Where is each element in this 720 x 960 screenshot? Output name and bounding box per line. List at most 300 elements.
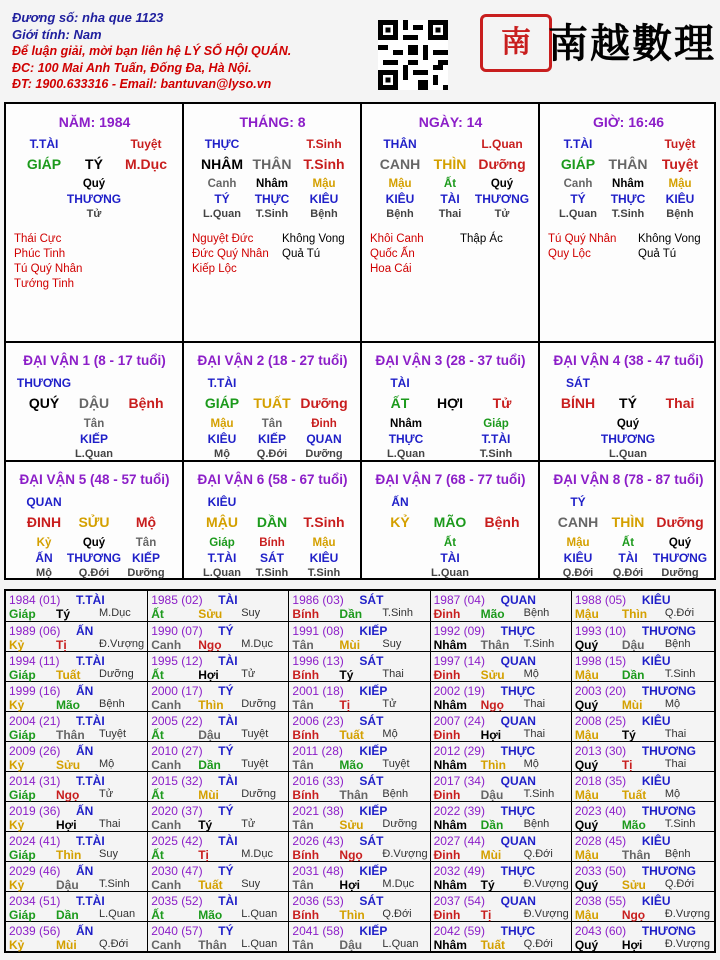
year-god: SÁT [359, 714, 384, 728]
year-branch: Mùi [339, 638, 361, 652]
year-god: QUAN [500, 894, 536, 908]
year-phase: Q.Đới [382, 908, 412, 920]
hidden-god-item: TÝ [214, 192, 230, 206]
year-phase: T.Sinh [523, 638, 555, 650]
phase-item: Thai [438, 208, 462, 220]
pillar-stem-branch-item: GIÁP [26, 156, 62, 172]
year-phase: Đ.Vượng [664, 908, 710, 920]
year-label: 2012 (29) [433, 744, 485, 758]
dai-van-stem-branch-item: T.Sinh [303, 514, 345, 530]
year-cell[interactable] [6, 591, 147, 621]
year-cell[interactable] [147, 802, 288, 831]
year-stem: Quý [574, 818, 599, 832]
year-god: KIÊU [641, 834, 671, 848]
year-label: 2028 (45) [574, 834, 627, 848]
year-cell[interactable] [430, 772, 571, 801]
year-cell[interactable] [288, 832, 429, 861]
table-row [6, 801, 714, 831]
year-phase: Mộ [664, 788, 681, 800]
pillar-stem-branch-item: NHÂM [201, 156, 243, 172]
year-label: 2002 (19) [433, 684, 485, 698]
subject-info [12, 10, 291, 93]
year-phase: M.Dục [99, 607, 131, 619]
hidden-stem-item: Quý [490, 178, 514, 190]
year-phase: Thai [523, 728, 546, 740]
year-cell[interactable] [571, 892, 714, 921]
year-cell[interactable] [571, 862, 714, 891]
year-stem: Kỷ [9, 698, 25, 712]
year-phase: Q.Đới [523, 938, 553, 950]
year-label: 2016 (33) [292, 774, 344, 788]
pillar-god-item: THỰC [204, 137, 240, 151]
year-cell[interactable] [571, 802, 714, 831]
dai-van-god-item: ẤN [391, 495, 409, 509]
year-label: 2026 (43) [292, 834, 344, 848]
year-branch: Dậu [198, 728, 221, 742]
dai-van-hidden-god-item: ẤN [35, 551, 53, 565]
year-cell[interactable] [147, 862, 288, 891]
year-cell[interactable] [430, 652, 571, 681]
year-stem: Mậu [574, 728, 599, 742]
dai-van-title: ĐẠI VẬN 3 (28 - 37 tuổi) [375, 353, 526, 368]
dai-van-hidden-stem-item: Giáp [483, 418, 509, 430]
pillar-stem-branch-item: GIÁP [560, 156, 596, 172]
pillar-stem-branch-item: THÂN [608, 156, 648, 172]
year-branch: Tý [339, 668, 354, 682]
year-stem: Giáp [9, 728, 36, 742]
year-label: 1996 (13) [292, 654, 344, 668]
year-cell[interactable] [288, 682, 429, 711]
divider [182, 104, 184, 578]
dai-van-hidden-god-item: SÁT [260, 551, 284, 565]
year-cell[interactable] [6, 652, 147, 681]
year-phase: Đ.Vượng [664, 938, 710, 950]
year-stem: Nhâm [433, 878, 467, 892]
year-stem: Nhâm [433, 758, 467, 772]
dai-van-hidden-stem-item: Ất [443, 537, 457, 549]
year-cell[interactable] [288, 742, 429, 771]
year-stem: Giáp [9, 848, 36, 862]
year-god: TÝ [218, 684, 234, 698]
year-cell[interactable] [571, 772, 714, 801]
year-stem: Bính [292, 908, 320, 922]
year-cell[interactable] [6, 862, 147, 891]
year-branch: Tý [621, 728, 636, 742]
star-item: Tú Quý Nhân [14, 263, 83, 275]
year-branch: Tuất [621, 788, 647, 802]
year-god: KIÊU [641, 714, 671, 728]
year-cell[interactable] [147, 682, 288, 711]
year-phase: Suy [241, 607, 261, 619]
dai-van-hidden-god-item: KIẾP [131, 551, 161, 565]
dai-van-stem-branch-item: DẬU [78, 395, 110, 411]
year-cell[interactable] [147, 832, 288, 861]
year-label: 2013 (30) [574, 744, 627, 758]
dai-van-hidden-god-item: KIÊU [207, 432, 237, 446]
dai-van-hidden-stem-item: Kỷ [36, 537, 52, 549]
hidden-god-item: THƯƠNG [474, 192, 530, 206]
year-stem: Nhâm [433, 818, 467, 832]
dai-van-phase-item: Dưỡng [661, 567, 699, 579]
dai-van-hidden-god-item: THƯƠNG [66, 551, 122, 565]
dai-van-title: ĐẠI VẬN 1 (8 - 17 tuổi) [23, 353, 166, 368]
year-branch: Hợi [621, 938, 643, 952]
year-stem: Bính [292, 728, 320, 742]
dai-van-stem-branch-item: BÍNH [560, 395, 596, 411]
year-phase: Tử [382, 698, 397, 710]
year-stem: Tân [292, 638, 314, 652]
year-branch: Tị [198, 848, 209, 862]
year-branch: Thân [339, 788, 369, 802]
year-cell[interactable] [147, 922, 288, 951]
year-cell[interactable] [147, 892, 288, 921]
year-cell[interactable] [430, 922, 571, 951]
year-stem: Tân [292, 698, 314, 712]
year-stem: Nhâm [433, 698, 467, 712]
dai-van-title: ĐẠI VẬN 7 (68 - 77 tuổi) [375, 472, 526, 487]
table-row [6, 651, 714, 681]
dai-van-hidden-god-item: KIÊU [563, 551, 593, 565]
year-cell[interactable] [430, 712, 571, 741]
dai-van-stem-branch-item: TÝ [619, 395, 637, 411]
year-label: 2004 (21) [9, 714, 61, 728]
year-god: TÀI [218, 654, 238, 668]
year-label: 2010 (27) [151, 744, 203, 758]
dai-van-stem-branch-item: QUÝ [28, 395, 60, 411]
year-stem: Quý [574, 878, 599, 892]
year-cell[interactable] [430, 892, 571, 921]
year-stem: Giáp [9, 788, 36, 802]
star-list-2 [460, 232, 540, 247]
year-phase: Bệnh [664, 848, 691, 860]
dai-van-phase-item: L.Quan [75, 448, 113, 460]
year-branch: Thân [56, 728, 85, 742]
year-branch: Dậu [480, 788, 504, 802]
year-branch: Hợi [480, 728, 502, 742]
pillar-column [362, 104, 539, 342]
dai-van-stem-branch-item: THÌN [611, 514, 645, 530]
year-stem: Bính [292, 788, 320, 802]
year-stem: Quý [574, 698, 599, 712]
year-phase: Tử [241, 668, 256, 680]
year-cell[interactable] [571, 712, 714, 741]
year-god: QUAN [500, 834, 536, 848]
year-stem: Tân [292, 878, 314, 892]
year-branch: Sửu [56, 758, 81, 772]
year-cell[interactable] [6, 832, 147, 861]
year-cell[interactable] [147, 712, 288, 741]
year-label: 2025 (42) [151, 834, 203, 848]
table-row [6, 741, 714, 771]
year-branch: Thìn [480, 758, 506, 772]
year-stem: Mậu [574, 848, 599, 862]
dai-van-god-item: QUAN [26, 495, 62, 509]
dai-van-hidden-stem-item: Tân [135, 537, 157, 549]
table-row [6, 861, 714, 891]
year-branch: Thân [198, 938, 227, 952]
year-god: KIÊU [641, 894, 671, 908]
year-branch: Tý [198, 818, 213, 832]
year-cell[interactable] [288, 892, 429, 921]
dai-van-phase-item: Dưỡng [127, 567, 165, 579]
year-branch: Mão [339, 758, 364, 772]
year-branch: Dần [339, 607, 363, 621]
year-cell[interactable] [430, 832, 571, 861]
hidden-god-item: KIÊU [309, 192, 339, 206]
star-item: Không Vong [282, 233, 345, 245]
pillar-stem-branch-item: Tuyệt [661, 156, 699, 172]
dai-van-block [362, 343, 539, 461]
year-branch: Mùi [198, 788, 219, 802]
year-god: ẤN [76, 684, 94, 698]
dai-van-hidden-god-item: THỰC [388, 432, 424, 446]
pillar-god-item: THÂN [383, 137, 417, 151]
year-cell[interactable] [571, 742, 714, 771]
dai-van-stem-branch-item: Tử [492, 395, 512, 411]
year-label: 2023 (40) [574, 804, 627, 818]
year-god: SÁT [359, 834, 384, 848]
year-label: 2014 (31) [9, 774, 61, 788]
table-row [6, 591, 714, 621]
year-phase: Suy [99, 848, 118, 860]
table-row [6, 891, 714, 921]
contact-phone-email[interactable]: ĐT: 1900.633316 - Email: bantuvan@lyso.vn [12, 77, 272, 91]
dai-van-stem-branch-item: MẬU [206, 514, 238, 530]
hidden-stem-item: Nhâm [256, 178, 288, 190]
year-stem: Quý [574, 938, 599, 952]
year-label: 2006 (23) [292, 714, 344, 728]
dai-van-stem-branch-item: MÃO [433, 514, 467, 530]
year-branch: Ngọ [339, 848, 363, 862]
star-item: Thập Ác [460, 233, 503, 245]
year-cell[interactable] [6, 892, 147, 921]
year-stem: Bính [292, 848, 320, 862]
pillar-stem-branch-item: Dưỡng [478, 156, 526, 172]
qr-code-icon[interactable] [378, 20, 448, 90]
dai-van-stem-branch-item: DẦN [256, 514, 288, 530]
year-god: QUAN [500, 593, 536, 607]
year-branch: Ngọ [198, 638, 222, 652]
dai-van-hidden-god-item: T.TÀI [481, 432, 511, 446]
year-cell[interactable] [571, 622, 714, 651]
star-list [370, 232, 460, 277]
dai-van-title: ĐẠI VẬN 2 (18 - 27 tuổi) [197, 353, 348, 368]
dai-van-stem-branch-item: ĐINH [26, 514, 62, 530]
year-branch: Dần [56, 908, 79, 922]
star-list [192, 232, 282, 277]
year-cell[interactable] [6, 712, 147, 741]
year-label: 2020 (37) [151, 804, 203, 818]
year-cell[interactable] [288, 922, 429, 951]
pillar-god-item: T.Sinh [306, 137, 342, 151]
dai-van-stem-branch-item: SỬU [78, 514, 110, 530]
year-cell[interactable] [430, 802, 571, 831]
dai-van-phase-item: Mộ [36, 567, 52, 579]
year-branch: Thìn [339, 908, 365, 922]
year-cell[interactable] [571, 832, 714, 861]
brand-title: 南越數理 [548, 20, 716, 67]
year-cell[interactable] [6, 682, 147, 711]
year-god: SÁT [359, 654, 384, 668]
year-cell[interactable] [147, 591, 288, 621]
year-phase: Suy [382, 638, 402, 650]
year-phase: Mộ [99, 758, 115, 770]
year-cell[interactable] [430, 742, 571, 771]
year-stem: Canh [151, 818, 182, 832]
star-item: Nguyệt Đức [192, 233, 254, 245]
year-cell[interactable] [430, 862, 571, 891]
year-phase: L.Quan [241, 938, 278, 950]
year-stem: Kỷ [9, 878, 25, 892]
star-item: Phúc Tinh [14, 248, 66, 260]
brand-seal-logo: 南 [480, 14, 552, 72]
star-item: Kiếp Lộc [192, 263, 237, 275]
year-cell[interactable] [288, 652, 429, 681]
pillar-column [540, 104, 717, 342]
year-god: TÝ [218, 924, 234, 938]
dai-van-hidden-god-item: THƯƠNG [600, 432, 656, 446]
annual-luck-table [4, 589, 716, 953]
divider [538, 104, 540, 578]
year-god: T.TÀI [76, 834, 105, 848]
year-god: QUAN [500, 654, 536, 668]
hidden-god-item: THƯƠNG [66, 192, 122, 206]
year-cell[interactable] [430, 591, 571, 621]
year-stem: Canh [151, 638, 182, 652]
year-label: 1987 (04) [433, 593, 485, 607]
year-phase: T.Sinh [99, 878, 130, 890]
year-cell[interactable] [571, 591, 714, 621]
year-label: 2021 (38) [292, 804, 344, 818]
year-label: 1994 (11) [9, 654, 60, 668]
year-cell[interactable] [288, 712, 429, 741]
dai-van-phase-item: Dưỡng [305, 448, 343, 460]
phase-item: Bệnh [310, 208, 338, 220]
year-god: KIẾP [359, 684, 388, 698]
dai-van-title: ĐẠI VẬN 6 (58 - 67 tuổi) [197, 472, 348, 487]
year-phase: Mộ [523, 668, 539, 680]
year-cell[interactable] [288, 802, 429, 831]
phase-item: L.Quan [203, 208, 241, 220]
year-stem: Kỷ [9, 938, 25, 952]
year-cell[interactable] [6, 922, 147, 951]
hidden-stem-item: Canh [207, 178, 237, 190]
table-row [6, 681, 714, 711]
pillar-stem-branch-item: THÌN [433, 156, 467, 172]
year-cell[interactable] [288, 862, 429, 891]
year-god: ẤN [76, 864, 94, 878]
year-god: T.TÀI [76, 894, 105, 908]
year-phase: Tuyệt [241, 758, 269, 770]
pillar-column [184, 104, 361, 342]
year-branch: Tị [621, 758, 633, 772]
year-cell[interactable] [6, 742, 147, 771]
hidden-stem-item: Mậu [668, 178, 692, 190]
year-god: TÝ [218, 804, 234, 818]
dai-van-phase-item: Q.Đới [562, 567, 594, 579]
year-branch: Mão [621, 818, 646, 832]
year-stem: Mậu [574, 908, 599, 922]
dai-van-god-item: THƯƠNG [16, 376, 72, 390]
year-branch: Sửu [339, 818, 364, 832]
year-stem: Ất [151, 728, 164, 742]
year-god: THỰC [500, 744, 536, 758]
dai-van-block [362, 462, 539, 580]
year-stem: Canh [151, 878, 182, 892]
pillar-god-item: L.Quan [481, 137, 523, 151]
year-cell[interactable] [6, 802, 147, 831]
year-phase: Thai [664, 728, 687, 740]
dai-van-phase-item: L.Quan [609, 448, 647, 460]
year-label: 2008 (25) [574, 714, 627, 728]
hidden-god-item: TÝ [570, 192, 586, 206]
year-stem: Tân [292, 758, 314, 772]
dai-van-phase-item: Mộ [214, 448, 230, 460]
year-cell[interactable] [430, 682, 571, 711]
year-cell[interactable] [288, 591, 429, 621]
star-item: Quốc Ấn [370, 248, 415, 260]
pillar-title: GIỜ: 16:46 [592, 114, 665, 130]
dai-van-title: ĐẠI VẬN 4 (38 - 47 tuổi) [553, 353, 704, 368]
table-row [6, 771, 714, 801]
phase-item: L.Quan [559, 208, 597, 220]
year-label: 1995 (12) [151, 654, 203, 668]
year-stem: Giáp [9, 908, 36, 922]
year-cell[interactable] [288, 622, 429, 651]
dai-van-title: ĐẠI VẬN 5 (48 - 57 tuổi) [19, 472, 170, 487]
year-cell[interactable] [571, 652, 714, 681]
year-phase: M.Dục [241, 848, 273, 860]
year-cell[interactable] [147, 742, 288, 771]
year-branch: Tị [56, 638, 67, 652]
hidden-god-item: KIÊU [385, 192, 415, 206]
year-label: 2024 (41) [9, 834, 61, 848]
year-label: 2035 (52) [151, 894, 203, 908]
dai-van-god-item: T.TÀI [207, 376, 237, 390]
subject-name: Đương số: nha que 1123 [12, 10, 164, 25]
year-god: SÁT [359, 894, 384, 908]
year-stem: Đinh [433, 607, 461, 621]
year-stem: Đinh [433, 668, 461, 682]
dai-van-hidden-stem-item: Mậu [312, 537, 336, 549]
year-cell[interactable] [147, 622, 288, 651]
year-cell[interactable] [6, 622, 147, 651]
year-cell[interactable] [430, 622, 571, 651]
year-stem: Mậu [574, 668, 599, 682]
year-phase: Dưỡng [382, 818, 418, 830]
year-branch: Sửu [480, 668, 505, 682]
pillar-title: NĂM: 1984 [58, 114, 131, 130]
year-cell[interactable] [571, 682, 714, 711]
year-cell[interactable] [571, 922, 714, 951]
dai-van-block [6, 343, 183, 461]
pillar-stem-branch-item: T.Sinh [303, 156, 345, 172]
dai-van-stem-branch-item: CANH [557, 514, 599, 530]
year-label: 1991 (08) [292, 624, 344, 638]
year-branch: Mùi [480, 848, 502, 862]
pillar-god-item: T.TÀI [29, 137, 59, 151]
year-branch: Dậu [56, 878, 79, 892]
year-cell[interactable] [288, 772, 429, 801]
dai-van-hidden-stem-item: Quý [616, 418, 640, 430]
year-cell[interactable] [147, 652, 288, 681]
dai-van-god-item: TÀI [390, 376, 410, 390]
phase-item: Bệnh [386, 208, 414, 220]
year-cell[interactable] [6, 772, 147, 801]
year-cell[interactable] [147, 772, 288, 801]
year-phase: Mộ [664, 698, 681, 710]
hidden-god-item: KIÊU [665, 192, 695, 206]
